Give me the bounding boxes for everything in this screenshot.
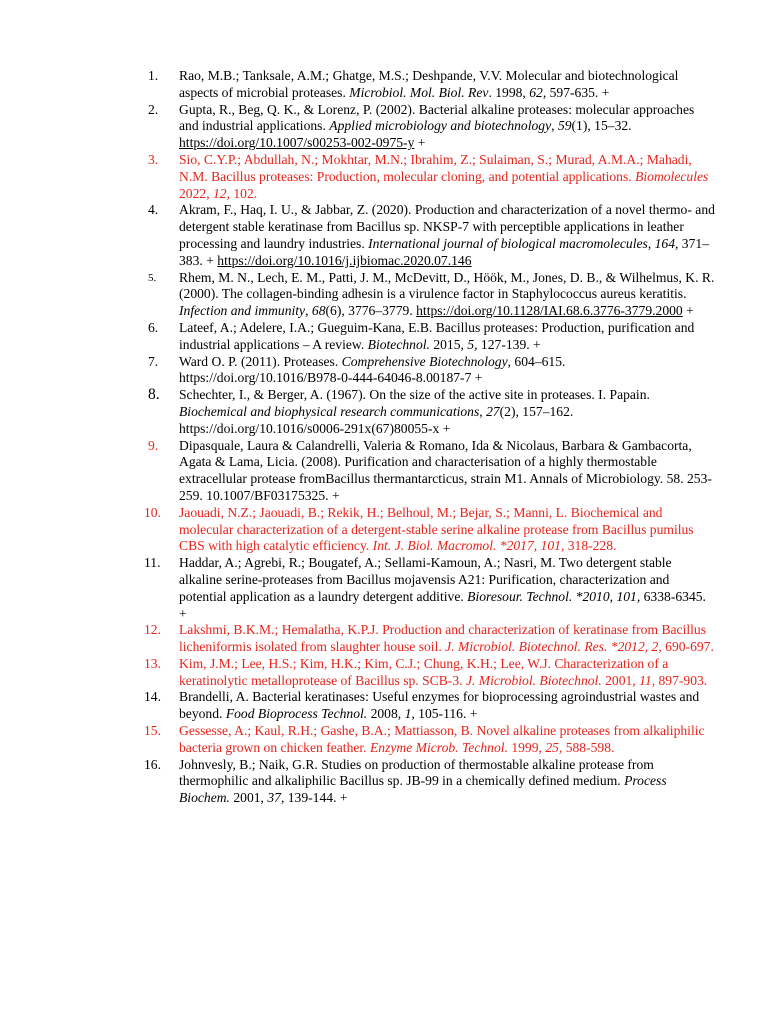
reference-journal-text: Applied microbiology and biotechnology <box>329 118 552 134</box>
reference-text: Gessesse, A.; Kaul, R.H.; Gashe, B.A.; Mattiasson, B. Novel alkaline proteases from alkaliphilic bacteria grown on chicken feather. <box>179 723 705 755</box>
reference-item <box>0 387 768 437</box>
reference-journal-text: 164 <box>654 235 675 251</box>
reference-journal-text: Comprehensive Biotechnology <box>341 353 508 369</box>
reference-text: , 604–615. https://doi.org/10.1016/B978-0-444-64046-8.00187-7 + <box>179 353 566 386</box>
reference-number: 6. <box>148 319 159 335</box>
reference-text: Johnvesly, B.; Naik, G.R. Studies on production of thermostable alkaline protease from thermophilic and alkaliphilic Bacillus sp. JB-99 in a chemically defined medium. <box>179 756 654 789</box>
reference-text: 2001, <box>601 672 640 688</box>
reference-item <box>0 270 768 320</box>
reference-number: 3. <box>148 151 159 167</box>
reference-text: , <box>647 235 655 251</box>
reference-text: 2015, <box>429 336 468 352</box>
reference-item <box>0 102 768 152</box>
reference-number: 16. <box>144 756 161 772</box>
reference-journal-text: J. Microbiol. Biotechnol. <box>465 672 602 688</box>
reference-text: 127-139. + <box>477 336 541 352</box>
reference-text: Lakshmi, B.K.M.; Hemalatha, K.P.J. Production and characterization of keratinase from Bacillus licheniformis isolated from slaughter house soil. <box>179 622 706 655</box>
reference-text: 102. <box>229 185 258 201</box>
reference-item <box>0 622 768 656</box>
reference-item <box>0 354 768 388</box>
reference-journal-text: Int. J. Biol. Macromol. *2017, 101, <box>372 538 565 554</box>
reference-item <box>0 723 768 757</box>
reference-number: 10. <box>144 504 161 520</box>
reference-item <box>0 202 768 269</box>
reference-text: 318-228. <box>564 538 617 554</box>
reference-item <box>0 555 768 622</box>
reference-journal-text: 27 <box>486 403 500 419</box>
reference-number: 11. <box>144 555 161 571</box>
reference-journal-text: J. Microbiol. Biotechnol. Res. *2012, 2, <box>445 639 662 655</box>
reference-text: (2), 157–162. https://doi.org/10.1016/s0006-291x(67)80055-x + <box>179 403 574 436</box>
reference-item <box>0 152 768 202</box>
reference-text: + <box>414 135 426 151</box>
reference-journal-text: 12, <box>212 185 230 201</box>
reference-text: 2001, <box>229 790 268 806</box>
reference-journal-text: Biochemical and biophysical research communications <box>179 403 480 419</box>
reference-text: Sio, C.Y.P.; Abdullah, N.; Mokhtar, M.N.; Ibrahim, Z.; Sulaiman, S.; Murad, A.M.A.; Mahadi, N.M. Bacillus proteases: Production, molecular cloning, and potential applications. <box>179 151 692 184</box>
reference-text: , 371–383. + <box>179 235 709 268</box>
reference-item <box>0 438 768 505</box>
reference-text: Kim, J.M.; Lee, H.S.; Kim, H.K.; Kim, C.J.; Chung, K.H.; Lee, W.J. Characterization of a keratinolytic metalloprotease of Bacillus sp. SCB-3. <box>179 655 669 688</box>
reference-number: 5. <box>148 271 157 284</box>
reference-doi-link[interactable]: https://doi.org/10.1016/j.ijbiomac.2020.07.146 <box>217 252 472 268</box>
reference-item <box>0 68 768 102</box>
reference-journal-text: 1, <box>404 706 415 722</box>
reference-text: . 1998, <box>488 84 530 100</box>
reference-text: 897-903. <box>655 672 708 688</box>
reference-number: 8. <box>148 386 160 404</box>
reference-journal-text: Biomolecules <box>635 168 709 184</box>
reference-text: 139-144. + <box>284 790 348 806</box>
reference-text: 105-116. + <box>414 706 478 722</box>
reference-text: , <box>551 118 558 134</box>
reference-journal-text: Biotechnol. <box>367 336 430 352</box>
reference-number: 14. <box>144 689 161 705</box>
reference-journal-text: Enzyme Microb. Technol. <box>369 739 508 755</box>
reference-text: (6), 3776–3779. <box>325 303 417 319</box>
reference-text: (1), 15–32. <box>571 118 632 134</box>
reference-number: 13. <box>144 655 161 671</box>
reference-number: 9. <box>148 437 159 453</box>
reference-journal-text: 11, <box>639 672 656 688</box>
reference-text: Gupta, R., Beg, Q. K., & Lorenz, P. (2002). Bacterial alkaline proteases: molecular approaches and industrial applications. <box>179 101 695 134</box>
reference-text: Dipasquale, Laura & Calandrelli, Valeria & Romano, Ida & Nicolaus, Barbara & Gambacorta, Agata & Lama, Licia. (2008). Purification and characterisation of a highly thermostable extracellular protease fromBacillus thermantarcticus, strain M1. Annals of Microbiology. 58. 253-259. 10.1007/BF03175325. + <box>179 437 712 503</box>
reference-journal-text: International journal of biological macromolecules <box>368 235 648 251</box>
reference-number: 4. <box>148 202 159 218</box>
reference-journal-text: 25, <box>545 739 563 755</box>
reference-item <box>0 689 768 723</box>
reference-text: Akram, F., Haq, I. U., & Jabbar, Z. (2020). Production and characterization of a novel thermo- and detergent stable keratinase from Bacillus sp. NKSP-7 with perceptible applications in leather processing and laundry industries. <box>179 202 715 251</box>
reference-text: 6338-6345. + <box>179 588 706 621</box>
reference-item <box>0 505 768 555</box>
reference-number: 12. <box>144 622 161 638</box>
reference-journal-text: 68 <box>311 303 326 319</box>
reference-text: Lateef, A.; Adelere, I.A.; Gueguim-Kana, E.B. Bacillus proteases: Production, purification and industrial applications – A review. <box>179 319 695 352</box>
reference-text: Rhem, M. N., Lech, E. M., Patti, J. M., McDevitt, D., Höök, M., Jones, D. B., & Wilhelmus, K. R. (2000). The collagen-binding adhesin is a virulence factor in Staphylococcus aureus keratitis. <box>179 269 715 302</box>
reference-doi-link[interactable]: https://doi.org/10.1128/IAI.68.6.3776-3779.2000 <box>416 303 683 319</box>
reference-journal-text: Food Bioprocess Technol. <box>225 706 368 722</box>
reference-text: + <box>682 303 694 319</box>
reference-item <box>0 656 768 690</box>
reference-text: 1999, <box>507 739 546 755</box>
reference-journal-text: Bioresour. Technol. *2010, 101, <box>467 588 641 604</box>
reference-text: 2022, <box>179 185 213 201</box>
reference-text: 597-635. + <box>546 84 610 100</box>
reference-text: 690-697. <box>661 639 714 655</box>
reference-journal-text: 5, <box>467 336 478 352</box>
reference-item <box>0 320 768 354</box>
reference-text: Brandelli, A. Bacterial keratinases: Useful enzymes for bioprocessing agroindustrial wastes and beyond. <box>179 689 700 722</box>
reference-number: 1. <box>148 68 159 83</box>
reference-journal-text: 59 <box>557 118 572 134</box>
reference-list <box>0 68 768 807</box>
reference-journal-text: 37, <box>267 790 285 806</box>
reference-text: 2008, <box>367 706 405 722</box>
reference-text: Jaouadi, N.Z.; Jaouadi, B.; Rekik, H.; Belhoul, M.; Bejar, S.; Manni, L. Biochemical and molecular characterization of a detergent-stable serine alkaline protease from Bacillus pumilus CBS with high catalytic efficiency. <box>179 504 694 554</box>
reference-doi-link[interactable]: https://doi.org/10.1007/s00253-002-0975-y <box>179 135 415 151</box>
reference-number: 15. <box>144 723 161 739</box>
reference-journal-text: Infection and immunity <box>179 303 306 319</box>
reference-text: 588-598. <box>562 739 615 755</box>
reference-text: Rao, M.B.; Tanksale, A.M.; Ghatge, M.S.; Deshpande, V.V. Molecular and biotechnological aspects of microbial proteases. <box>179 68 679 100</box>
reference-text: Schechter, I., & Berger, A. (1967). On the size of the active site in proteases. I. Papain. <box>179 387 650 403</box>
reference-text: , <box>305 303 312 319</box>
reference-journal-text: 62, <box>529 84 547 100</box>
reference-journal-text: Microbiol. Mol. Biol. Rev <box>349 84 489 100</box>
reference-text: Ward O. P. (2011). Proteases. <box>179 353 342 369</box>
reference-text: , <box>479 403 487 419</box>
reference-item <box>0 757 768 807</box>
reference-text: Haddar, A.; Agrebi, R.; Bougatef, A.; Sellami-Kamoun, A.; Nasri, M. Two detergent stable alkaline serine-proteases from Bacillus mojavensis A21: Purification, characterization and potential application as a laundry detergent additive. <box>179 555 672 604</box>
reference-number: 2. <box>148 101 159 117</box>
reference-journal-text: Process Biochem. <box>179 773 667 806</box>
reference-number: 7. <box>148 353 159 369</box>
